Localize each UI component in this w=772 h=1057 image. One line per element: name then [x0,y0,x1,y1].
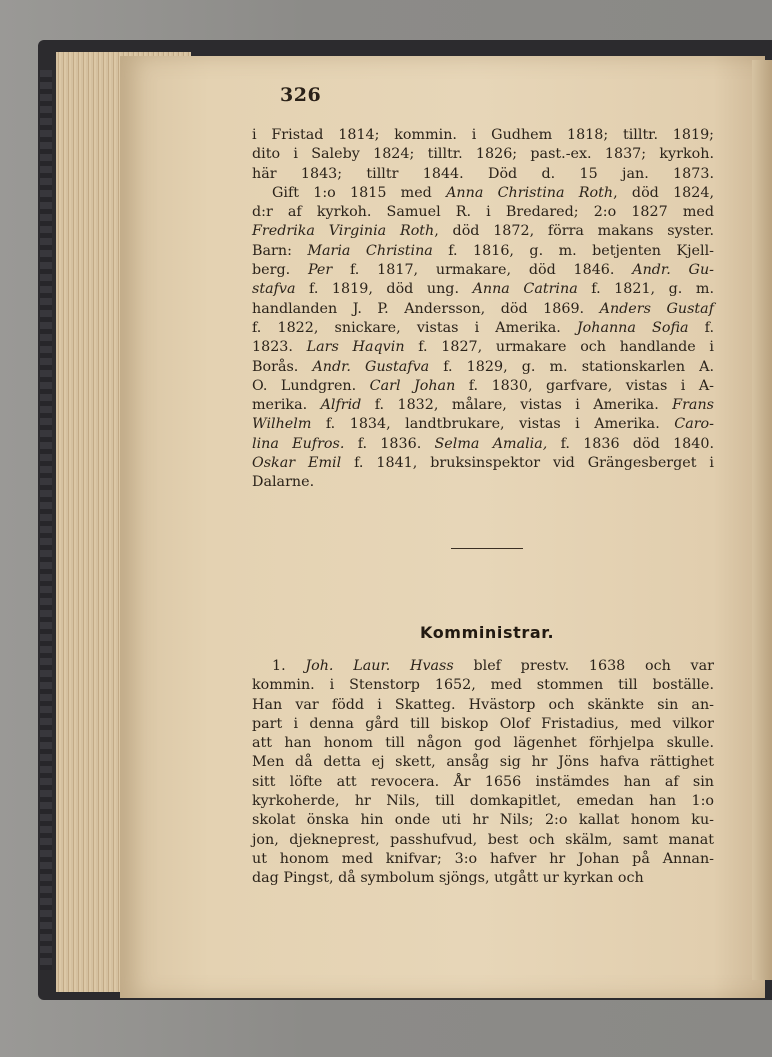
text-line: sitt löfte att revocera. År 1656 instämdes han af sin [252,773,714,790]
next-page-edge [752,60,772,980]
text-line: kyrkoherde, hr Nils, till domkapitlet, emedan han 1:o [252,793,714,810]
text-line: berg. Per f. 1817, urmakare, död 1846. Andr. Gu- [252,262,714,279]
text-line: Wilhelm f. 1834, landtbrukare, vistas i Amerika. Caro- [252,416,714,433]
section-divider [451,548,523,549]
text-line: jon, djekneprest, passhufvud, best och skälm, samt manat [252,831,714,848]
text-line: f. 1822, snickare, vistas i Amerika. Johanna Sofia f. [252,319,714,336]
text-line: Oskar Emil f. 1841, bruksinspektor vid Grängesberget i [252,455,714,472]
text-line: ut honom med knifvar; 3:o hafver hr Johan på Annan- [252,850,714,867]
text-line: att han honom till någon god lägenhet förhjelpa skulle. [252,735,714,752]
text-line: 1823. Lars Haqvin f. 1827, urmakare och handlande i [252,339,714,356]
text-line: Dalarne. [252,474,315,491]
text-line: dag Pingst, då symbolum sjöngs, utgått ur kyrkan och [252,870,644,887]
text-line: kommin. i Stenstorp 1652, med stommen till boställe. [252,677,714,694]
text-line: Men då detta ej skett, ansåg sig hr Jöns hafva rättighet [252,754,714,771]
text-line: lina Eufros. f. 1836. Selma Amalia, f. 1836 död 1840. [252,435,714,452]
text-line: handlanden J. P. Andersson, död 1869. Anders Gustaf [252,300,714,317]
text-line: i Fristad 1814; kommin. i Gudhem 1818; tilltr. 1819; [252,127,714,143]
text-line: Barn: Maria Christina f. 1816, g. m. betjenten Kjell- [252,242,714,259]
text-line: skolat önska hin onde uti hr Nils; 2:o kallat honom ku- [252,812,714,829]
text-line: Gift 1:o 1815 med Anna Christina Roth, död 1824, [272,184,714,201]
text-line: Han var född i Skatteg. Hvästorp och skänkte sin an- [252,696,714,713]
text-line: Fredrika Virginia Roth, död 1872, förra makans syster. [252,223,714,240]
text-line: Borås. Andr. Gustafva f. 1829, g. m. stationskarlen A. [252,358,714,375]
text-line: O. Lundgren. Carl Johan f. 1830, garfvare, vistas i A- [252,377,714,394]
text-line: här 1843; tilltr 1844. Död d. 15 jan. 1873. [252,165,714,182]
text-line: dito i Saleby 1824; tilltr. 1826; past.-ex. 1837; kyrkoh. [252,146,714,163]
text-line: 1. Joh. Laur. Hvass blef prestv. 1638 och var [272,658,714,674]
page-number: 326 [280,84,322,106]
paragraph-family-record [252,126,714,493]
paragraph-komministrar [252,657,714,889]
text-line: part i denna gård till biskop Olof Fristadius, med vilkor [252,715,714,732]
text-line: merika. Alfrid f. 1832, målare, vistas i Amerika. Frans [252,397,714,414]
section-heading: Komministrar. [420,623,555,642]
text-line: stafva f. 1819, död ung. Anna Catrina f. 1821, g. m. [252,281,715,298]
text-line: d:r af kyrkoh. Samuel R. i Bredared; 2:o 1827 med [252,204,714,221]
